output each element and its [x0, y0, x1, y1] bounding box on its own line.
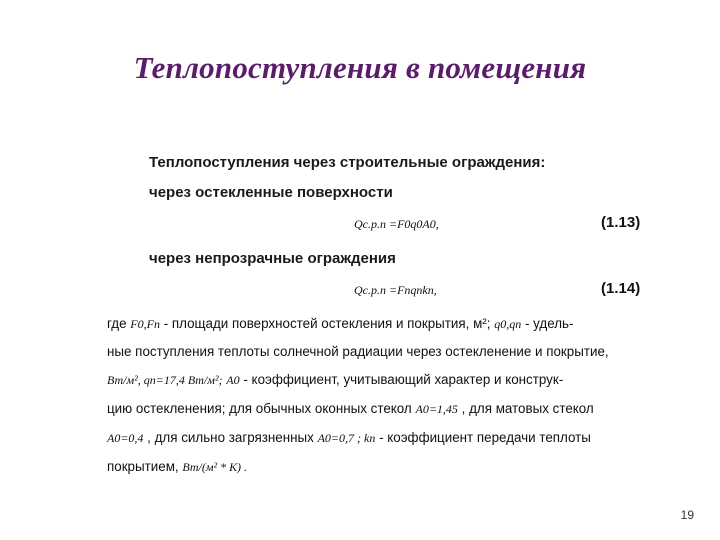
math-f0-fp: F0,Fп	[130, 317, 160, 331]
paragraph-line-5	[107, 430, 591, 446]
paragraph-line-6	[107, 459, 247, 475]
math-a0: A0	[226, 373, 240, 387]
page-number: 19	[680, 508, 694, 522]
paragraph-line-2: ные поступления теплоты солнечной радиации через остекленение и покрытие,	[107, 344, 609, 359]
text-ordinary-glass: цию остекленения; для обычных оконных стекол	[107, 401, 412, 416]
paragraph-line-1	[107, 316, 573, 332]
math-a0-matte: A0=0,4	[107, 431, 144, 445]
math-a0-soiled-kp: A0=0,7 ; kп	[317, 431, 376, 445]
text-roof: покрытием,	[107, 459, 179, 474]
heading-through-building-envelope: Теплопоступления через строительные ограждения:	[149, 154, 546, 171]
heading-opaque-envelope: через непрозрачные ограждения	[149, 250, 396, 267]
text-areas-description: - площади поверхностей остекления и покрытия, м²;	[163, 316, 491, 331]
paragraph-line-3	[107, 372, 563, 388]
heading-glazed-surfaces: через остекленные поверхности	[149, 184, 393, 201]
slide-title: Теплопоступления в помещения	[133, 50, 587, 85]
formula-opaque: Qс.р.п =Fпqпkп,	[354, 283, 437, 297]
paragraph-line-4	[107, 401, 594, 417]
math-units-w-m2k: Вт/(м² * К) .	[182, 460, 248, 474]
math-units-qp: Вт/м², qп=17,4 Вт/м²;	[107, 373, 223, 387]
text-matte-glass: , для матовых стекол	[461, 401, 594, 416]
math-a0-ordinary: A0=1,45	[415, 402, 458, 416]
text-heat-transfer-coefficient: - коэффициент передачи теплоты	[379, 430, 591, 445]
equation-number-1-14: (1.14)	[601, 280, 641, 297]
formula-glazed: Qс.р.п =F0q0A0,	[354, 217, 439, 231]
text-where: где	[107, 316, 127, 331]
math-q0-qp: q0,qп	[494, 317, 522, 331]
text-coefficient-description: - коэффициент, учитывающий характер и конструк-	[243, 372, 564, 387]
text-specific: - удель-	[524, 316, 574, 331]
equation-number-1-13: (1.13)	[601, 214, 641, 231]
text-heavily-soiled: , для сильно загрязненных	[147, 430, 314, 445]
